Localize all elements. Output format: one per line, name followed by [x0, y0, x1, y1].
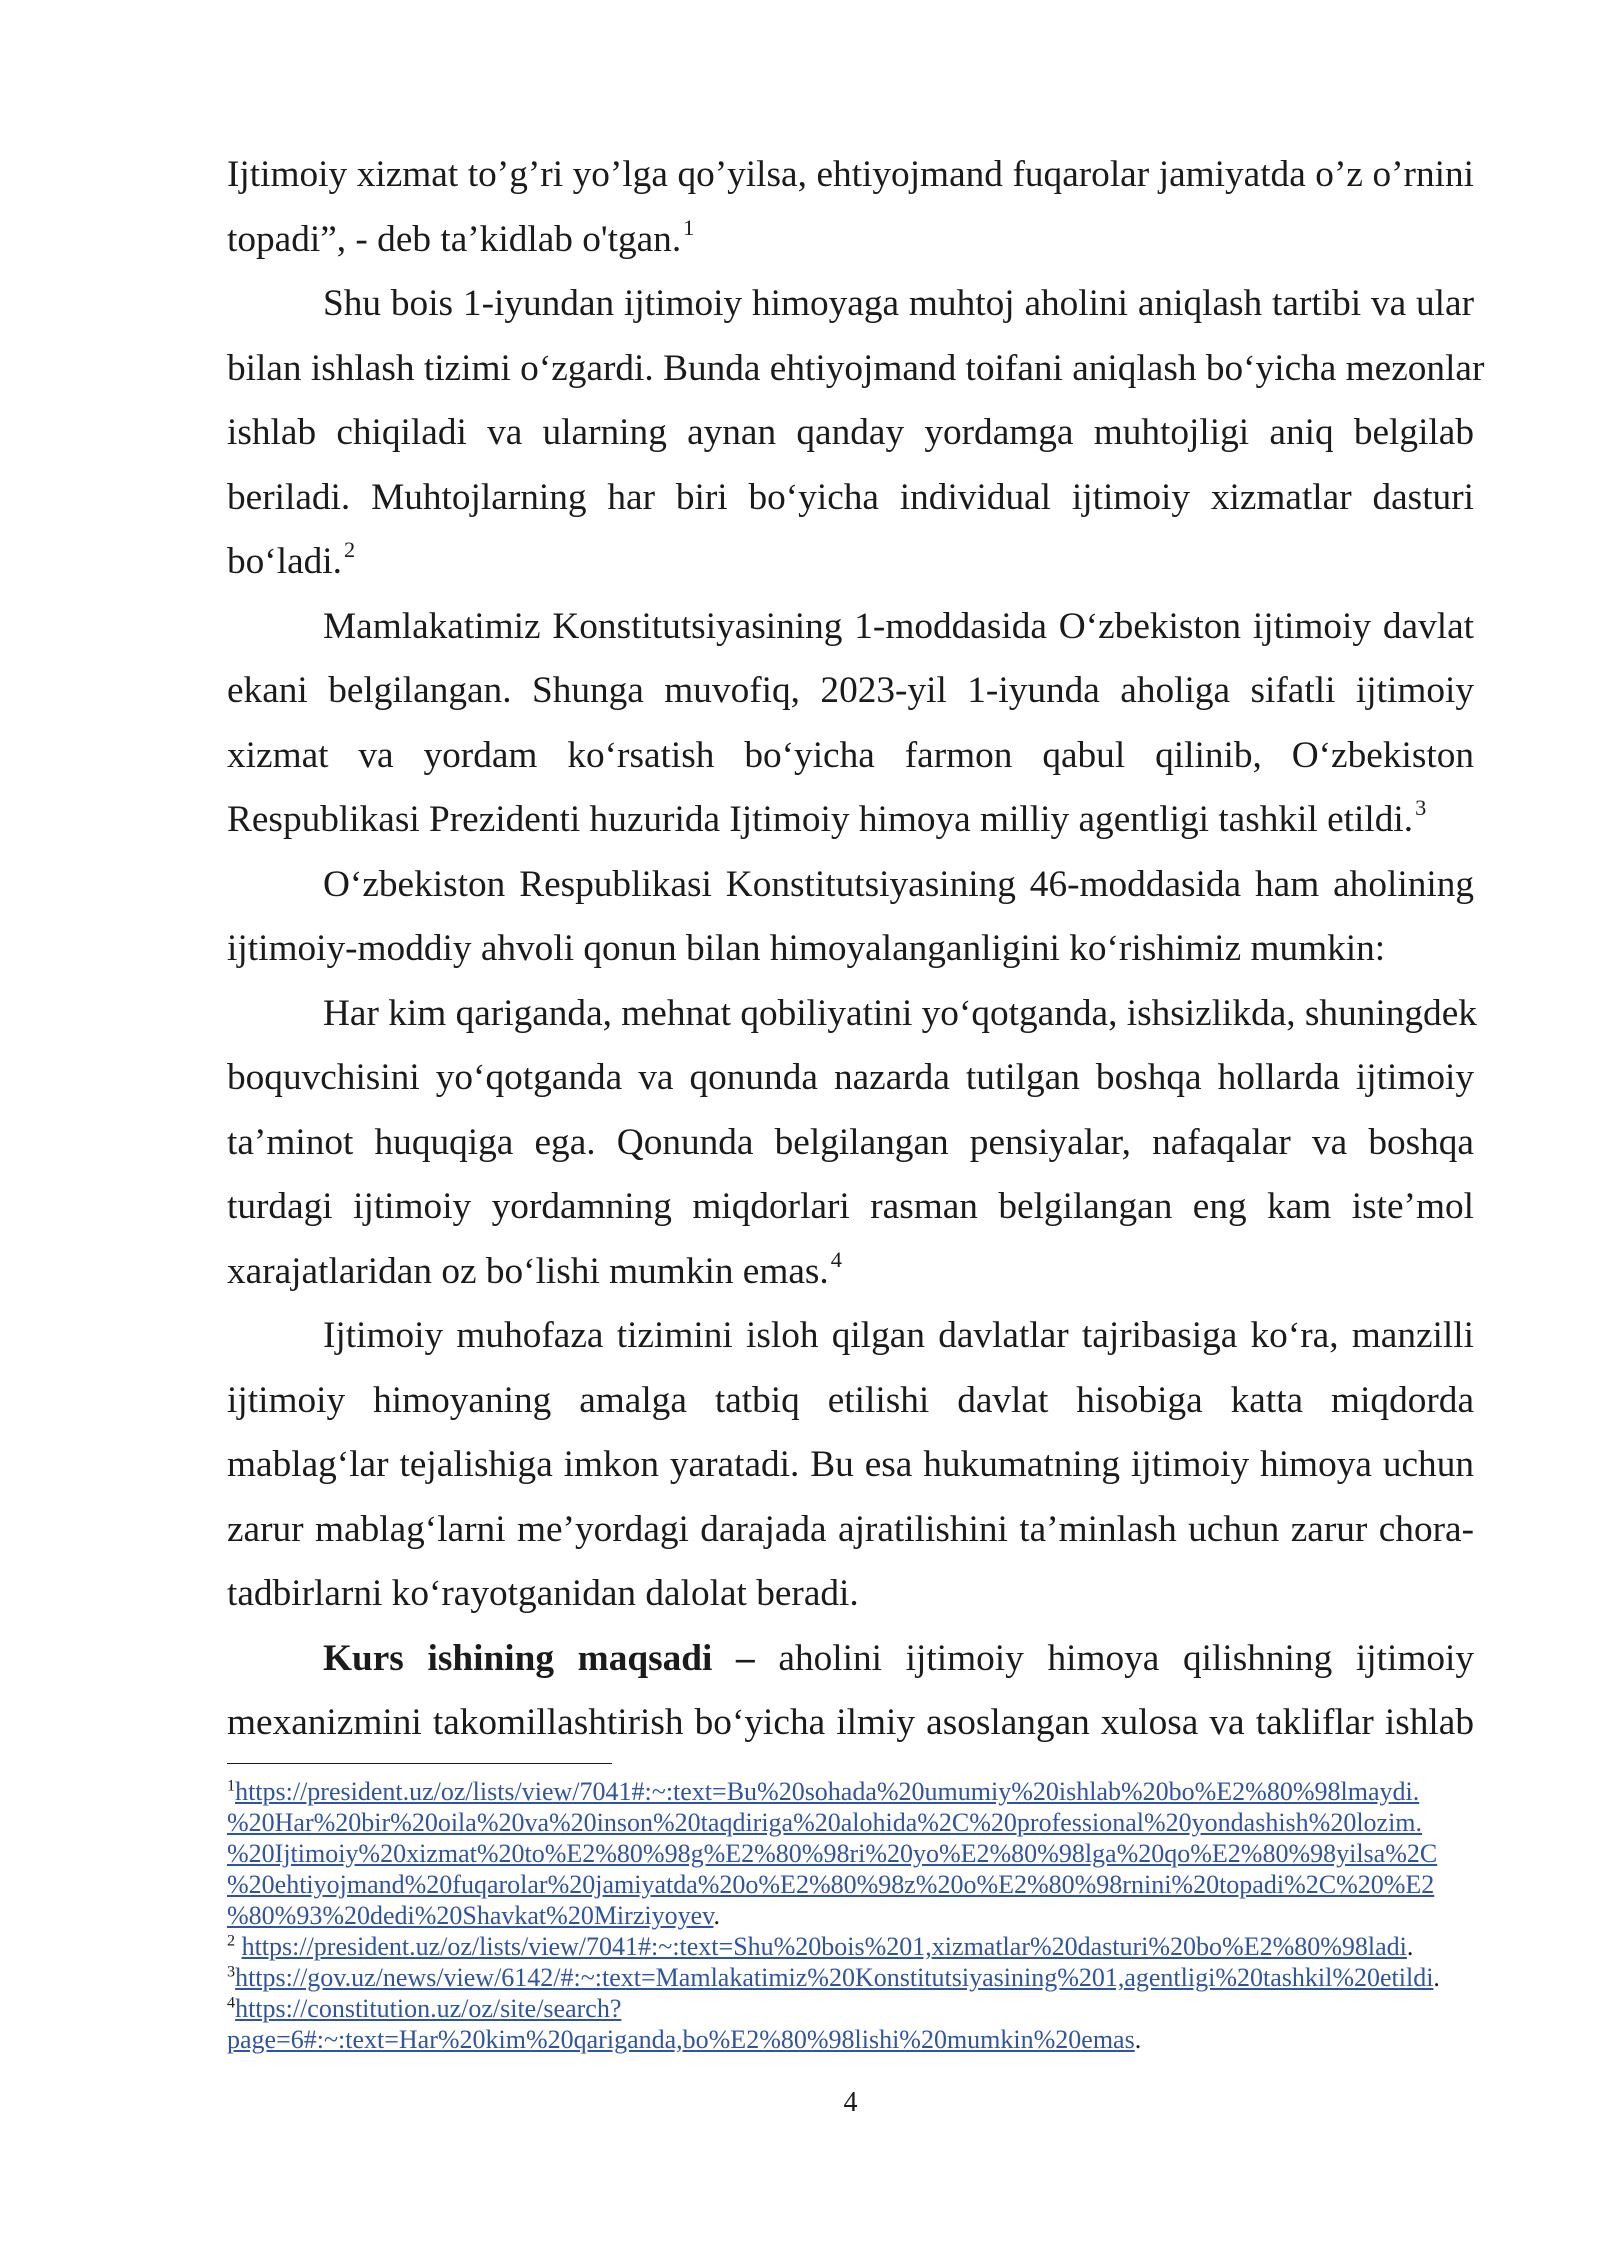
- text-line: [227, 982, 1477, 1047]
- text-line: [227, 1433, 1474, 1498]
- text-line: [227, 1562, 1474, 1627]
- text-line: [227, 1691, 1474, 1756]
- text-line: [227, 1304, 1474, 1369]
- text-line: [227, 659, 1474, 724]
- text-line: [227, 143, 1474, 208]
- footnote-line: [227, 1993, 1474, 2024]
- paragraph: [227, 1627, 1474, 1756]
- line-text: bo‘ladi.: [227, 541, 342, 582]
- line-text: mexanizmini takomillashtirish bo‘yicha ilmiy asoslangan xulosa va takliflar ishlab: [227, 1702, 1474, 1743]
- footnote-link[interactable]: https://president.uz/oz/lists/view/7041#:~:text=Shu%20bois%201,xizmatlar%20dasturi%20bo%E2%80%98ladi: [241, 1932, 1407, 1961]
- text-line: [227, 917, 1474, 982]
- paragraph: [227, 1304, 1474, 1627]
- footnote-link[interactable]: https://president.uz/oz/lists/view/7041#:~:text=Bu%20sohada%20umumiy%20ishlab%20bo%E2%80%98lmaydi.: [235, 1777, 1420, 1806]
- line-text: xizmat va yordam ko‘rsatish bo‘yicha farmon qabul qilinib, O‘zbekiston: [227, 734, 1474, 776]
- footnote-ref[interactable]: 3: [1415, 795, 1427, 821]
- text-line: [227, 1498, 1474, 1563]
- page-number: 4: [843, 2087, 858, 2118]
- footnote-line: [227, 1962, 1474, 1993]
- text-line: [227, 401, 1474, 466]
- text-line: [227, 1240, 1474, 1305]
- footnote: [227, 1993, 1474, 2055]
- footnote-marker: 3: [227, 1963, 236, 1981]
- footnote-end: .: [1406, 1932, 1414, 1961]
- footnote-line: [227, 1776, 1474, 1807]
- footnote-marker: 2: [227, 1932, 236, 1950]
- footnote-line: [227, 1838, 1474, 1869]
- footnote-ref[interactable]: 4: [830, 1246, 842, 1272]
- paragraph: [227, 853, 1474, 982]
- text-line: [227, 1369, 1474, 1434]
- text-line: [227, 1111, 1474, 1176]
- paragraph: [227, 982, 1477, 1305]
- text-line: [227, 530, 1474, 595]
- paragraph: [227, 272, 1485, 595]
- text-line: [227, 337, 1485, 402]
- line-text: O‘zbekiston Respublikasi Konstitutsiyasining 46-moddasida ham aholining: [323, 863, 1474, 905]
- footnote-ref[interactable]: 2: [343, 537, 356, 563]
- footnote-marker: 4: [227, 1994, 236, 2012]
- footnote-end: .: [1134, 2025, 1142, 2054]
- footnote-line: [227, 1931, 1474, 1962]
- footnote: [227, 1962, 1474, 1993]
- line-text: zarur mablag‘larni me’yordagi darajada ajratilishini ta’minlash uchun zarur chora-: [227, 1508, 1474, 1550]
- footnote-end: .: [713, 1901, 720, 1930]
- line-text: ishlab chiqiladi va ularning aynan qanday yordamga muhtojligi aniq belgilab: [227, 412, 1474, 453]
- line-text: turdagi ijtimoiy yordamning miqdorlari rasman belgilangan eng kam iste’mol: [227, 1186, 1474, 1227]
- footnote-end: .: [1433, 1963, 1440, 1992]
- footnote-separator: [227, 1763, 612, 1764]
- text-line: [227, 1046, 1474, 1111]
- footnote: [227, 1931, 1474, 1962]
- line-text: Har kim qariganda, mehnat qobiliyatini yo‘qotganda, ishsizlikda, shuningdek: [323, 992, 1477, 1034]
- line-text: ijtimoiy-moddiy ahvoli qonun bilan himoyalanganligini ko‘rishimiz mumkin:: [227, 928, 1386, 969]
- footnote-link[interactable]: %80%93%20dedi%20Shavkat%20Mirziyoyev: [227, 1901, 714, 1930]
- line-text: boquvchisini yo‘qotganda va qonunda nazarda tutilgan boshqa hollarda ijtimoiy: [227, 1057, 1474, 1098]
- footnote-line: [227, 2024, 1474, 2055]
- footnote-line: [227, 1900, 1474, 1931]
- footnote-link[interactable]: page=6#:~:text=Har%20kim%20qariganda,bo%E2%80%98lishi%20mumkin%20emas: [227, 2025, 1135, 2054]
- line-text: ijtimoiy himoyaning amalga tatbiq etilishi davlat hisobiga katta miqdorda: [227, 1379, 1474, 1421]
- line-text: Ijtimoiy xizmat to’g’ri yo’lga qo’yilsa, ehtiyojmand fuqarolar jamiyatda o’z o’rnini: [227, 154, 1474, 195]
- text-line: [227, 1627, 1474, 1692]
- paragraph: [227, 595, 1474, 853]
- footnote-link[interactable]: https://constitution.uz/oz/site/search?: [235, 1994, 622, 2023]
- text-line: [227, 595, 1474, 660]
- line-text: beriladi. Muhtojlarning har biri bo‘yicha individual ijtimoiy xizmatlar dasturi: [227, 476, 1474, 518]
- line-text: ekani belgilangan. Shunga muvofiq, 2023-yil 1-iyunda aholiga sifatli ijtimoiy: [227, 670, 1474, 711]
- text-line: [227, 788, 1474, 853]
- text-line: [227, 853, 1474, 918]
- text-line: [227, 1175, 1474, 1240]
- footnote-ref[interactable]: 1: [683, 214, 695, 240]
- text-line: [227, 466, 1474, 531]
- footnote: [227, 1776, 1474, 1931]
- line-text: bilan ishlash tizimi o‘zgardi. Bunda ehtiyojmand toifani aniqlash bo‘yicha mezonlar: [227, 347, 1485, 389]
- line-text: xarajatlaridan oz bo‘lishi mumkin emas.: [227, 1250, 829, 1292]
- line-text: Shu bois 1-iyundan ijtimoiy himoyaga muhtoj aholini aniqlash tartibi va ular: [323, 283, 1474, 324]
- line-text: ta’minot huquqiga ega. Qonunda belgilangan pensiyalar, nafaqalar va boshqa: [227, 1121, 1474, 1163]
- line-text: Ijtimoiy muhofaza tizimini isloh qilgan davlatlar tajribasiga ko‘ra, manzilli: [323, 1315, 1474, 1356]
- footnote-line: [227, 1869, 1474, 1900]
- footnote-link[interactable]: https://gov.uz/news/view/6142/#:~:text=Mamlakatimiz%20Konstitutsiyasining%201,agentligi%20tashkil%20etildi: [235, 1963, 1434, 1992]
- line-text: mablag‘lar tejalishiga imkon yaratadi. Bu esa hukumatning ijtimoiy himoya uchun: [227, 1444, 1474, 1485]
- body-text: [227, 143, 1485, 1756]
- line-text: topadi”, - deb ta’kidlab o'tgan.: [227, 218, 682, 260]
- text-line: [227, 272, 1474, 337]
- line-text: Mamlakatimiz Konstitutsiyasining 1-moddasida O‘zbekiston ijtimoiy davlat: [323, 605, 1474, 647]
- line-text: tadbirlarni ko‘rayotganidan dalolat beradi.: [227, 1573, 859, 1614]
- paragraph: [227, 143, 1474, 272]
- line-text: Respublikasi Prezidenti huzurida Ijtimoiy himoya milliy agentligi tashkil etildi.: [227, 799, 1414, 840]
- footnote-line: [227, 1807, 1474, 1838]
- text-line: [227, 724, 1474, 789]
- bold-lead: Kurs ishining maqsadi –: [323, 1637, 755, 1679]
- footnote-link[interactable]: %20Har%20bir%20oila%20va%20inson%20taqdiriga%20alohida%2C%20professional%20yondashish%20lozim.: [227, 1808, 1423, 1837]
- footnote-link[interactable]: %20Ijtimoiy%20xizmat%20to%E2%80%98g%E2%80%98ri%20yo%E2%80%98lga%20qo%E2%80%98yilsa%2C: [227, 1839, 1438, 1868]
- footnotes: [227, 1776, 1474, 2055]
- footnote-link[interactable]: %20ehtiyojmand%20fuqarolar%20jamiyatda%20o%E2%80%98z%20o%E2%80%98rnini%20topadi%2C%20%E2: [227, 1870, 1435, 1899]
- text-line: [227, 208, 1474, 273]
- footnote-marker: 1: [227, 1777, 236, 1795]
- line-text: aholini ijtimoiy himoya qilishning ijtimoiy: [778, 1637, 1475, 1679]
